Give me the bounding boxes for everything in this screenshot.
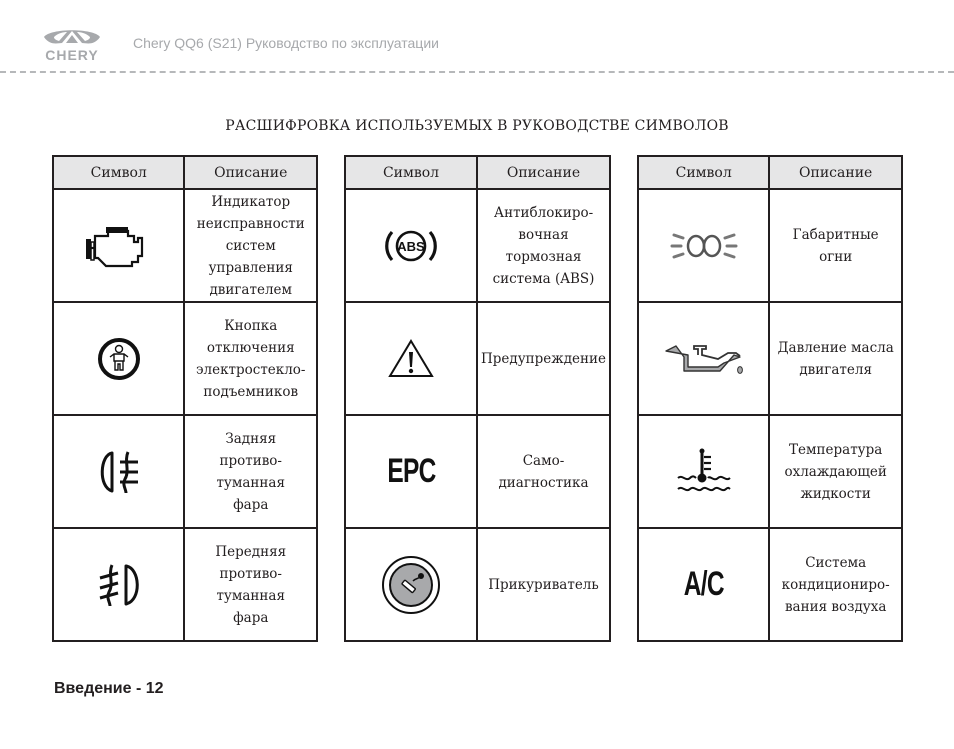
symbol-cell [345,415,477,528]
table-row [53,189,317,302]
chery-logo-icon [40,26,104,48]
description-line: Температура [789,441,883,458]
description-line: Задняя [225,430,277,447]
table-row [345,528,610,641]
section-title: РАСШИФРОВКА ИСПОЛЬЗУЕМЫХ В РУКОВОДСТВЕ СИМВОЛОВ [225,118,729,134]
description-line: Антиблокиро- [493,204,594,221]
column-header-symbol: Символ [345,156,477,189]
description-cell [184,528,317,641]
epc-icon: EPC [386,452,436,490]
warning-triangle-icon [387,338,435,380]
page-header [0,0,954,80]
table-row [345,189,610,302]
description-line: Система [805,554,867,571]
description-line: двигателя [799,361,872,378]
description-line: диагностика [498,474,589,491]
description-line: Прикуриватель [488,576,599,593]
symbols-table-3 [637,155,903,642]
description-cell [477,189,610,302]
page-number: Введение - 12 [54,680,164,697]
symbol-cell [53,415,184,528]
table-row [638,189,902,302]
description-line: тормозная [505,248,582,265]
symbol-cell [638,415,769,528]
parking-lights-icon [667,226,741,266]
symbol-cell [53,302,184,415]
table-row [638,302,902,415]
description-line: система (ABS) [492,270,595,287]
column-header-description: Описание [477,156,610,189]
symbol-cell [345,528,477,641]
description-line: неисправности [196,215,305,232]
coolant-temperature-icon [674,447,734,497]
description-cell [184,415,317,528]
description-line: подъемников [203,383,299,400]
table-header-row [638,156,902,189]
table-row [345,415,610,528]
description-cell [769,528,902,641]
description-line: фара [233,496,269,513]
symbols-table-2 [344,155,611,642]
column-header-symbol: Символ [638,156,769,189]
description-line: электростекло- [195,361,306,378]
symbol-cell [638,528,769,641]
child-lock-icon [95,335,143,383]
description-line: Давление масла [777,339,894,356]
description-line: Кнопка [224,317,278,334]
description-line: противо- [219,565,282,582]
manual-title: Chery QQ6 (S21) Руководство по эксплуатации [133,35,439,51]
symbol-cell [345,189,477,302]
description-line: систем [225,237,276,254]
column-header-symbol: Символ [53,156,184,189]
symbols-table-1 [52,155,318,642]
air-conditioning-icon: A/C [683,565,724,603]
table-row [53,302,317,415]
description-line: управления [208,259,293,276]
table-row [345,302,610,415]
description-cell [477,415,610,528]
description-line: отключения [206,339,295,356]
description-line: туманная [216,474,285,491]
description-line: Само- [522,452,565,469]
description-cell [477,528,610,641]
description-cell [184,189,317,302]
description-line: Габаритные [792,226,879,243]
column-header-description: Описание [769,156,902,189]
brand-wordmark: CHERY [45,47,99,63]
header-divider [0,71,954,73]
chery-logo [40,26,104,66]
description-cell [477,302,610,415]
symbol-cell [345,302,477,415]
cigarette-lighter-icon [380,554,442,616]
symbol-cell [638,189,769,302]
description-line: вочная [518,226,569,243]
description-line: туманная [216,587,285,604]
description-cell [769,302,902,415]
symbol-cell [638,302,769,415]
symbol-cell [53,189,184,302]
table-row [53,415,317,528]
rear-fog-light-icon [92,449,146,495]
column-header-description: Описание [184,156,317,189]
table-header-row [53,156,317,189]
description-line: вания воздуха [784,598,887,615]
abs-icon [383,224,439,268]
oil-pressure-icon [662,339,746,379]
table-row [638,415,902,528]
description-line: двигателем [209,281,293,298]
svg-text:ABS: ABS [397,238,425,254]
description-cell [769,189,902,302]
description-line: огни [819,248,853,265]
description-line: Передняя [215,543,287,560]
description-line: Индикатор [211,193,291,210]
table-row [53,528,317,641]
description-line: жидкости [800,485,871,502]
table-row [638,528,902,641]
symbol-cell [53,528,184,641]
description-line: противо- [219,452,282,469]
check-engine-icon [80,220,158,272]
description-cell [184,302,317,415]
description-line: кондициониро- [781,576,890,593]
description-cell [769,415,902,528]
description-line: фара [233,609,269,626]
table-header-row [345,156,610,189]
description-line: Предупреждение [481,350,606,367]
front-fog-light-icon [92,562,146,608]
description-line: охлаждающей [784,463,887,480]
